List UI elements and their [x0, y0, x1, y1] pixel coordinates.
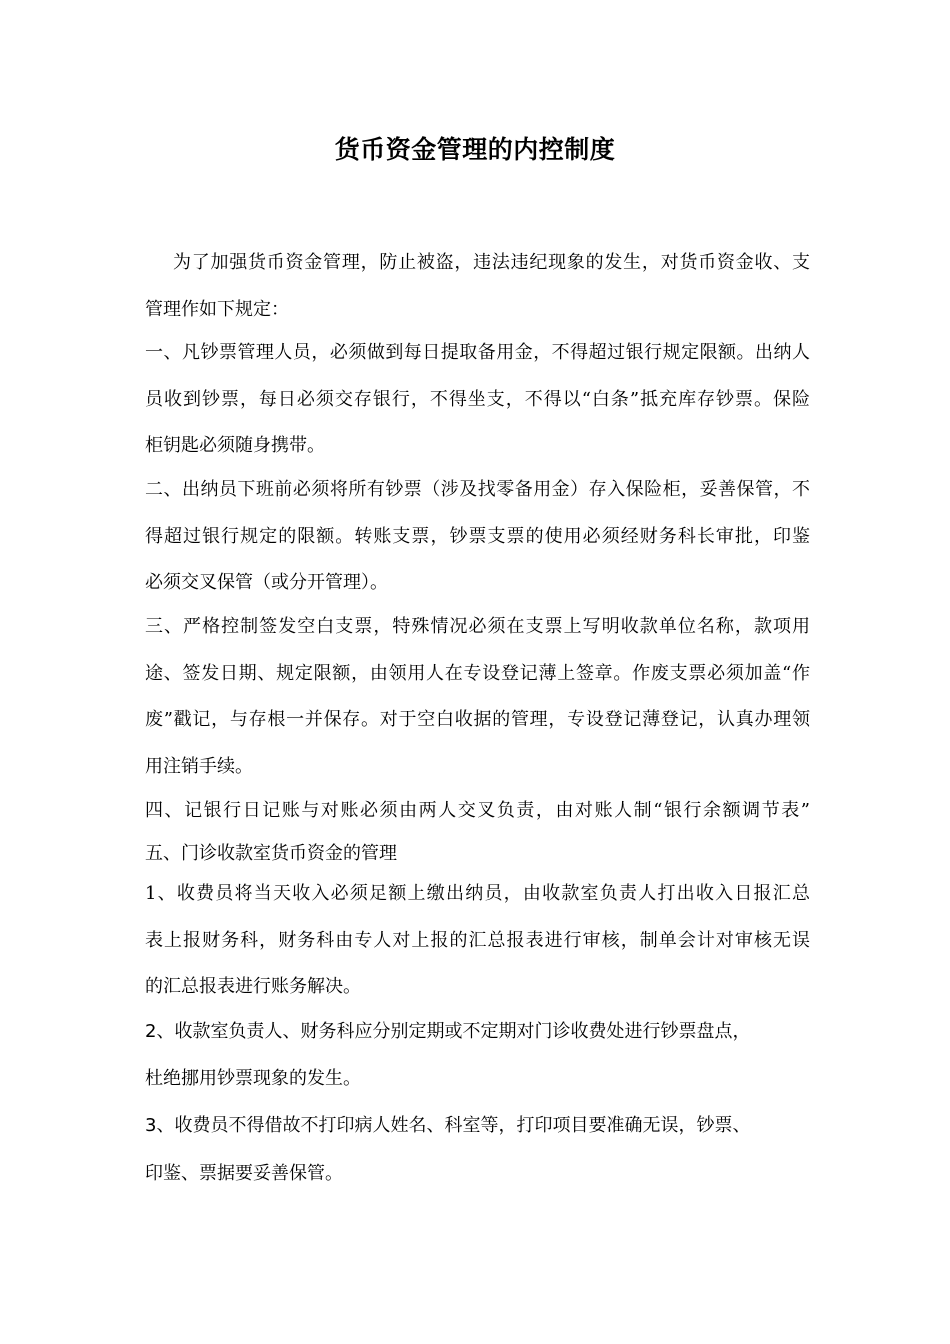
paragraph-line: 得超过银行规定的限额。转账支票，钞票支票的使用必须经财务科长审批，印鉴 — [145, 526, 810, 547]
paragraph-line: 2、收款室负责人、财务科应分别定期或不定期对门诊收费处进行钞票盘点， — [145, 1021, 751, 1042]
paragraph-line: 的汇总报表进行账务解决。 — [145, 976, 361, 997]
paragraph-line: 为了加强货币资金管理，防止被盗，违法违纪现象的发生，对货币资金收、支 — [173, 252, 810, 273]
paragraph-line: 必须交叉保管（或分开管理）。 — [145, 572, 388, 593]
paragraph-line: 表上报财务科，财务科由专人对上报的汇总报表进行审核，制单会计对审核无误 — [145, 930, 810, 951]
paragraph-line: 员收到钞票，每日必须交存银行，不得坐支，不得以“白条”抵充库存钞票。保险 — [145, 389, 810, 410]
paragraph-line: 五、门诊收款室货币资金的管理 — [145, 843, 397, 864]
paragraph-line: 柜钥匙必须随身携带。 — [145, 435, 325, 456]
paragraph-line: 用注销手续。 — [145, 756, 253, 777]
paragraph-line: 一、凡钞票管理人员，必须做到每日提取备用金，不得超过银行规定限额。出纳人 — [145, 342, 810, 363]
paragraph-line: 途、签发日期、规定限额，由领用人在专设登记薄上签章。作废支票必须加盖“作 — [145, 663, 810, 684]
paragraph-line: 3、收费员不得借故不打印病人姓名、科室等，打印项目要准确无误，钞票、 — [145, 1115, 751, 1136]
paragraph-line: 废”戳记，与存根一并保存。对于空白收据的管理，专设登记薄登记，认真办理领 — [145, 709, 810, 730]
paragraph-line: 印鉴、票据要妥善保管。 — [145, 1163, 343, 1184]
paragraph-line: 四、记银行日记账与对账必须由两人交叉负责，由对账人制“银行余额调节表” — [145, 800, 810, 821]
paragraph-line: 三、严格控制签发空白支票，特殊情况必须在支票上写明收款单位名称，款项用 — [145, 616, 810, 637]
paragraph-line: 管理作如下规定： — [145, 299, 289, 320]
paragraph-line: 1、收费员将当天收入必须足额上缴出纳员，由收款室负责人打出收入日报汇总 — [145, 883, 810, 904]
paragraph-line: 杜绝挪用钞票现象的发生。 — [145, 1068, 361, 1089]
document-title: 货币资金管理的内控制度 — [334, 135, 616, 164]
paragraph-line: 二、出纳员下班前必须将所有钞票（涉及找零备用金）存入保险柜，妥善保管，不 — [145, 479, 810, 500]
